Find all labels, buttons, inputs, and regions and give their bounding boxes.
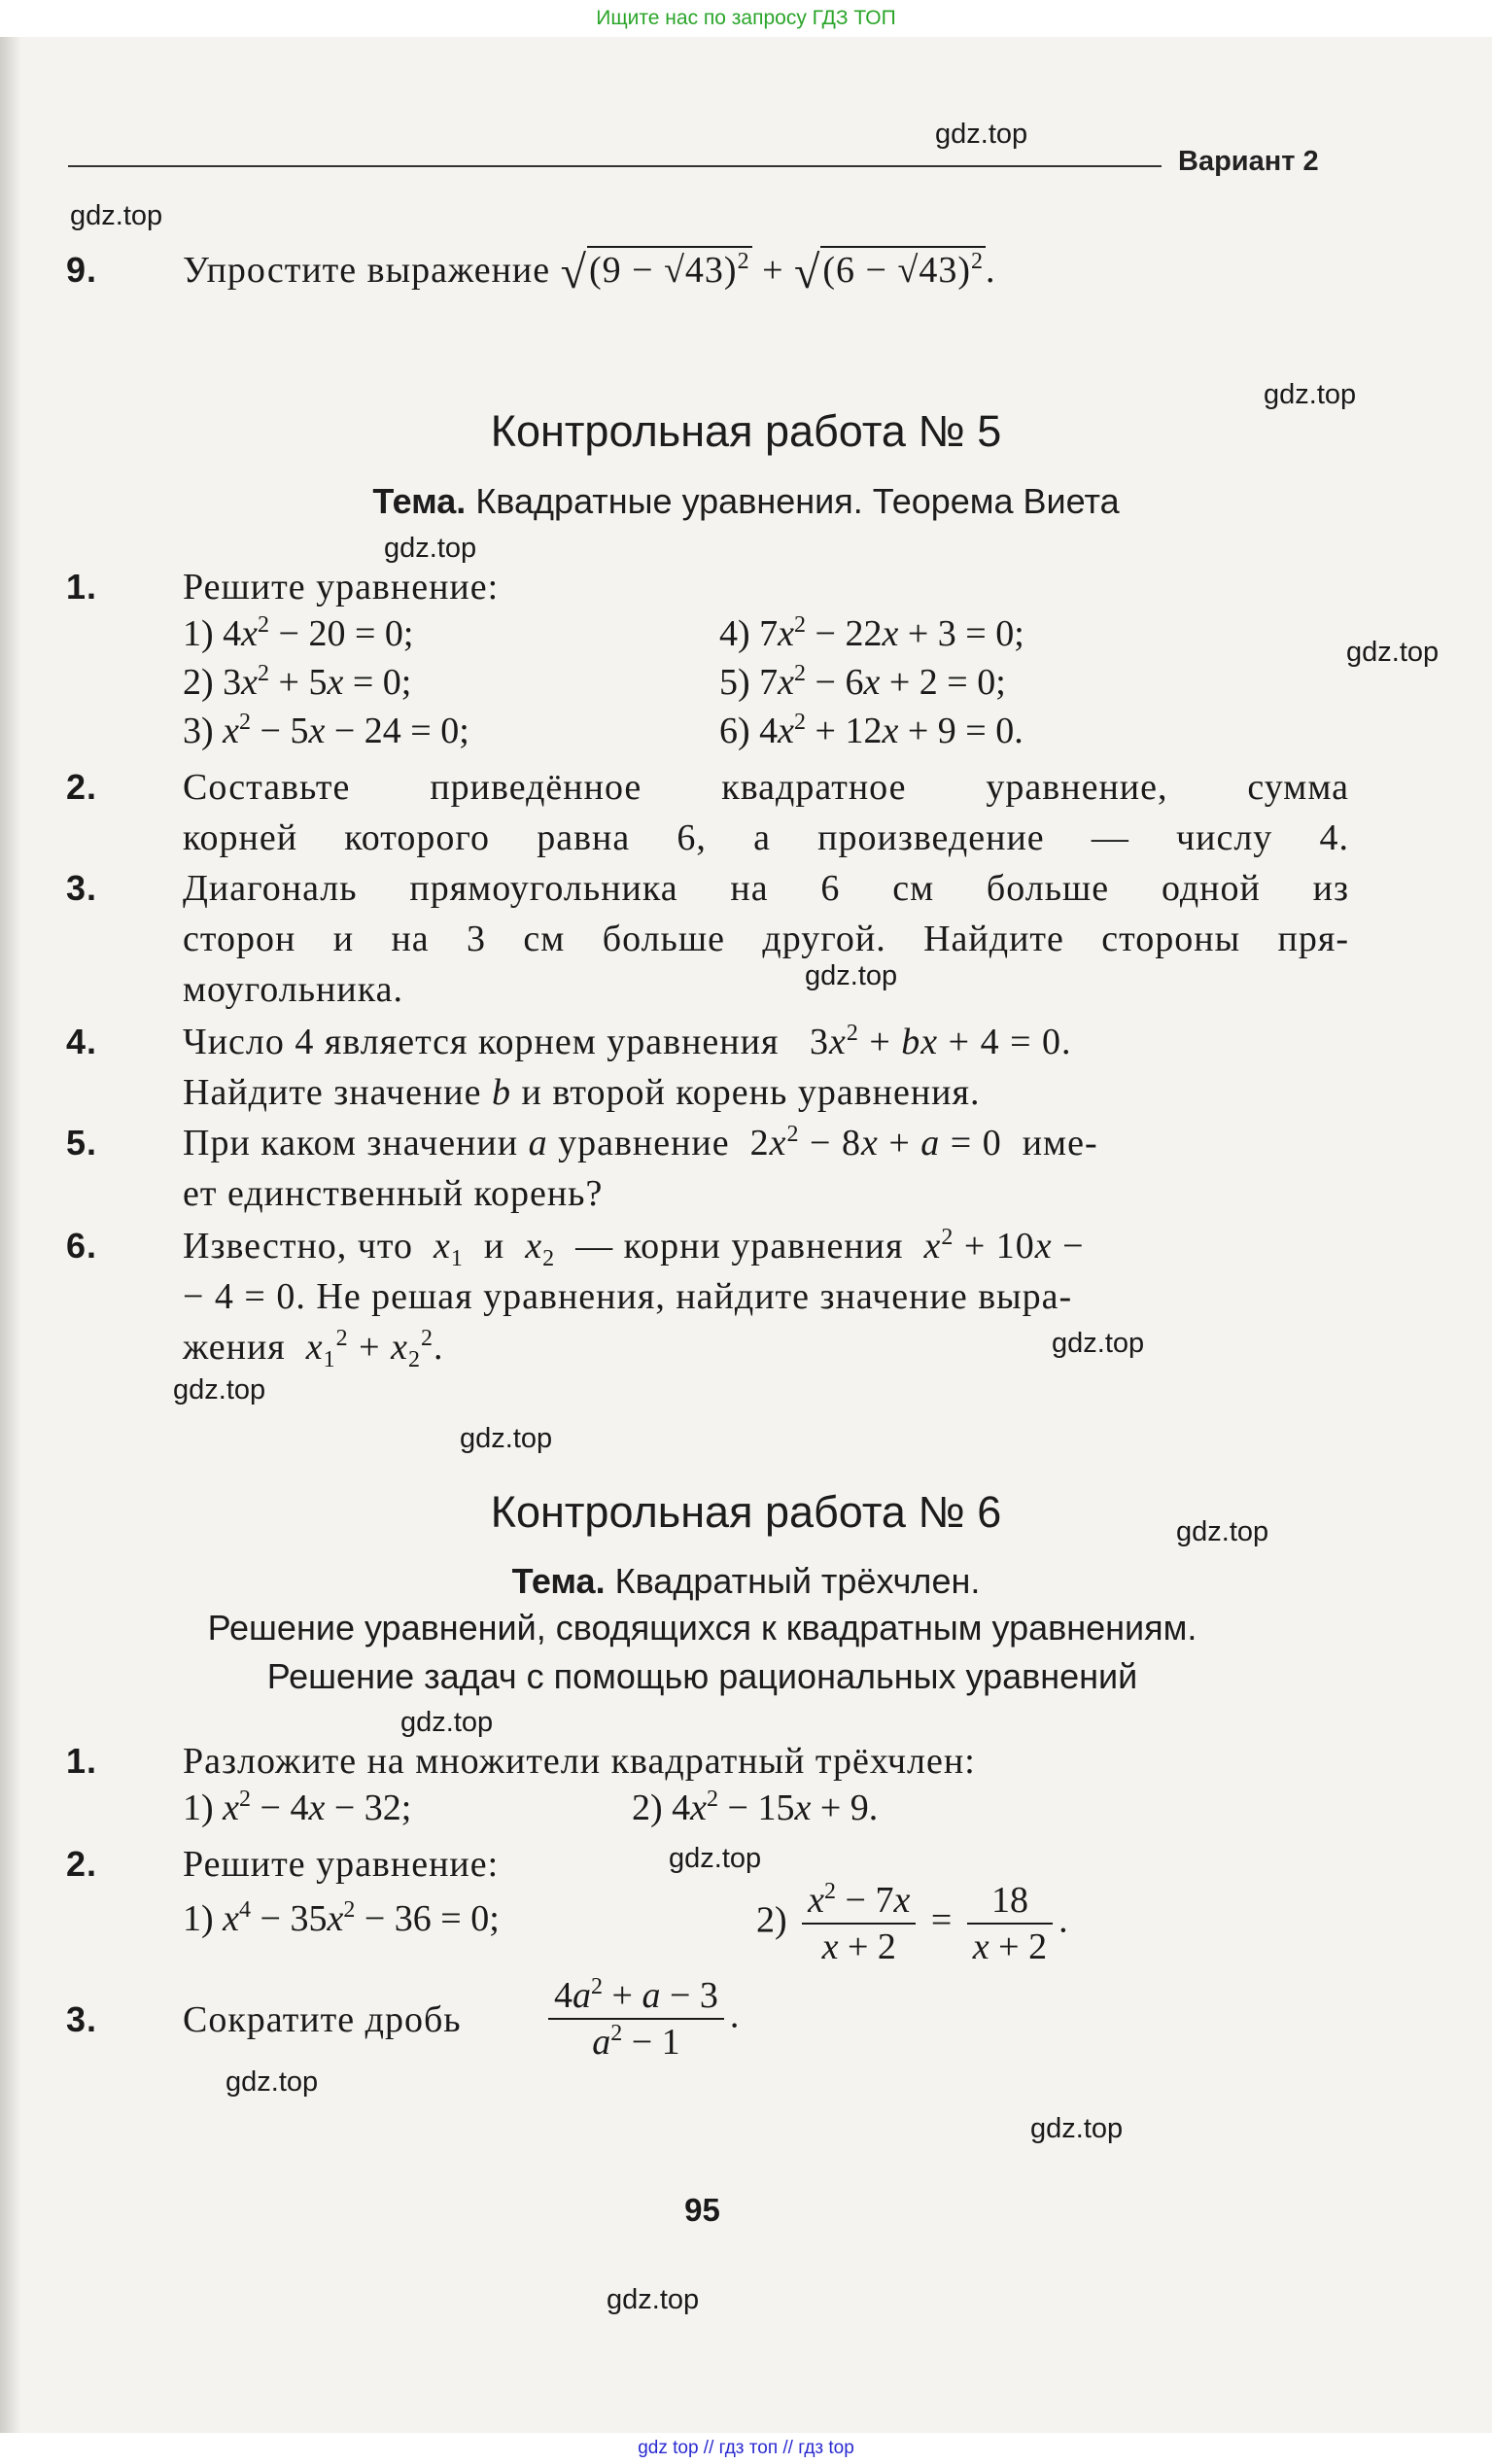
- watermark: gdz.top: [1030, 2113, 1124, 2144]
- equation: 1) $4x^2 - 20 = 0$;: [183, 612, 414, 654]
- watermark: gdz.top: [173, 1374, 266, 1406]
- section-theme: Тема. Квадратные уравнения. Теорема Виета: [372, 481, 1120, 521]
- page-number: 95: [684, 2192, 720, 2228]
- textbook-page: Ищите нас по запросу ГДЗ ТОП gdz.top Вариант 2 gdz.top 9. Упростите выражение $√(9 - √43)^2 + √(6 - √43)^2$. gdz.top Контрольная работа № 5 Тема. Квадратные уравнения. Теорема Виета gdz.top gdz.top 1. Решите уравнение: 1) $4x^2 - 20 = 0$; 4) $7x^2 - 22x + 3 = 0$; 2) $3x^2 + 5x = 0$; 5) $7x^2 - 6x + 2 = 0$; 3) $x^2 - 5x - 24 = 0$; 6) $4x^2 + 12x + 9 = 0$. 2. Составьте приведённое квадратное уравнение, сумма корней которого равна 6, а произведение — числу 4. 3. Диагональ прямоугольника на 6 см больше одной из сторон и на 3 см больше другой. Найдите стороны пря- моугольника. gdz.top 4. Число 4 является корнем уравнения $3x^2$ + bx + 4 = 0. Найдите значение b и второй корень уравнения. 5. При каком значении a уравнение $2x^2 - 8x + a = 0$ име- ет единственный корень? 6. Известно, что $x_1$ и $x_2$ — корни уравнения $x^2 + 10x$ − − 4 = 0. Не решая уравнения, найдите значение выра- жения $x_1^2 + x_2^2$. gdz.top gdz.top gdz.top Контрольная работа № 6 gdz.top Тема. Квадратный трёхчлен. Решение уравнений, сводящихся к квадратным уравнениям. Решение задач с помощью рациональных уравнений gdz.top 1. Разложите на множители квадратный трёхчлен: 1) $x^2 - 4x - 32$; 2) $4x^2 - 15x + 9$. 2. Решите уравнение: gdz.top 1) $x^4 - 35x^2 - 36 = 0$; 2) $\frac{x^2 - 7x}{x + 2}$ = $\frac{18}{x + 2}$ . 3. Сократите дробь $\frac{4a^2 + a - 3}{a^2 - 1}$ . gdz.top gdz.top 95 gdz.top gdz top // гдз топ // гдз top: [0, 0, 1492, 2464]
- equation: 4) $7x^2 - 22x + 3 = 0$;: [719, 612, 1024, 654]
- problem-text: Упростите выражение: [183, 250, 551, 291]
- fraction: $\frac{18}{x + 2}$: [967, 1878, 1053, 1969]
- fraction-expression: $\frac{4a^2 + a - 3}{a^2 - 1}$ .: [542, 1973, 739, 2065]
- header-rule: [68, 165, 1162, 167]
- problem-number: 9.: [66, 250, 98, 290]
- watermark: gdz.top: [1346, 637, 1440, 668]
- watermark: gdz.top: [460, 1423, 553, 1454]
- equation: 6) $4x^2 + 12x + 9 = 0$.: [719, 710, 1024, 751]
- section-theme: Тема. Квадратный трёхчлен.: [511, 1561, 981, 1601]
- equation: 2) $\frac{x^2 - 7x}{x + 2}$ = $\frac{18}{x + 2}$ .: [756, 1879, 1068, 1967]
- watermark: gdz.top: [669, 1843, 762, 1874]
- equation: 5) $7x^2 - 6x + 2 = 0$;: [719, 661, 1006, 703]
- watermark: gdz.top: [70, 200, 163, 231]
- expression: 1) $x^2 - 4x - 32$;: [183, 1787, 412, 1828]
- section-title: Контрольная работа № 5: [490, 406, 1002, 456]
- top-banner[interactable]: Ищите нас по запросу ГДЗ ТОП: [0, 0, 1492, 37]
- watermark: gdz.top: [1264, 379, 1357, 410]
- section-title: Контрольная работа № 6: [490, 1487, 1002, 1537]
- fraction: $\frac{4a^2 + a - 3}{a^2 - 1}$: [548, 1973, 724, 2065]
- watermark: gdz.top: [1176, 1516, 1269, 1547]
- page-binding-shadow: [0, 0, 21, 2464]
- bottom-banner[interactable]: gdz top // гдз топ // гдз top: [0, 2433, 1492, 2464]
- radical-expression: $√(6 - √43)^2$: [794, 247, 984, 298]
- variant-label: Вариант 2: [1178, 146, 1319, 177]
- section-theme-line: Решение задач с помощью рациональных уравнений: [266, 1656, 1138, 1696]
- fraction: $\frac{x^2 - 7x}{x + 2}$: [802, 1878, 916, 1969]
- watermark: gdz.top: [935, 119, 1028, 150]
- watermark: gdz.top: [1052, 1328, 1145, 1359]
- watermark: gdz.top: [400, 1707, 494, 1738]
- expression: 2) $4x^2 - 15x + 9$.: [632, 1787, 879, 1828]
- watermark: gdz.top: [226, 2066, 319, 2098]
- section-theme-line: Решение уравнений, сводящихся к квадратным уравнениям.: [207, 1608, 1197, 1648]
- watermark: gdz.top: [384, 533, 477, 564]
- equation: 3) $x^2 - 5x - 24 = 0$;: [183, 710, 469, 751]
- watermark: gdz.top: [805, 960, 898, 991]
- equation: 1) $x^4 - 35x^2 - 36 = 0$;: [183, 1897, 500, 1939]
- equation: 2) $3x^2 + 5x = 0$;: [183, 661, 412, 703]
- watermark: gdz.top: [607, 2284, 700, 2315]
- radical-expression: $√(9 - √43)^2$: [560, 247, 750, 298]
